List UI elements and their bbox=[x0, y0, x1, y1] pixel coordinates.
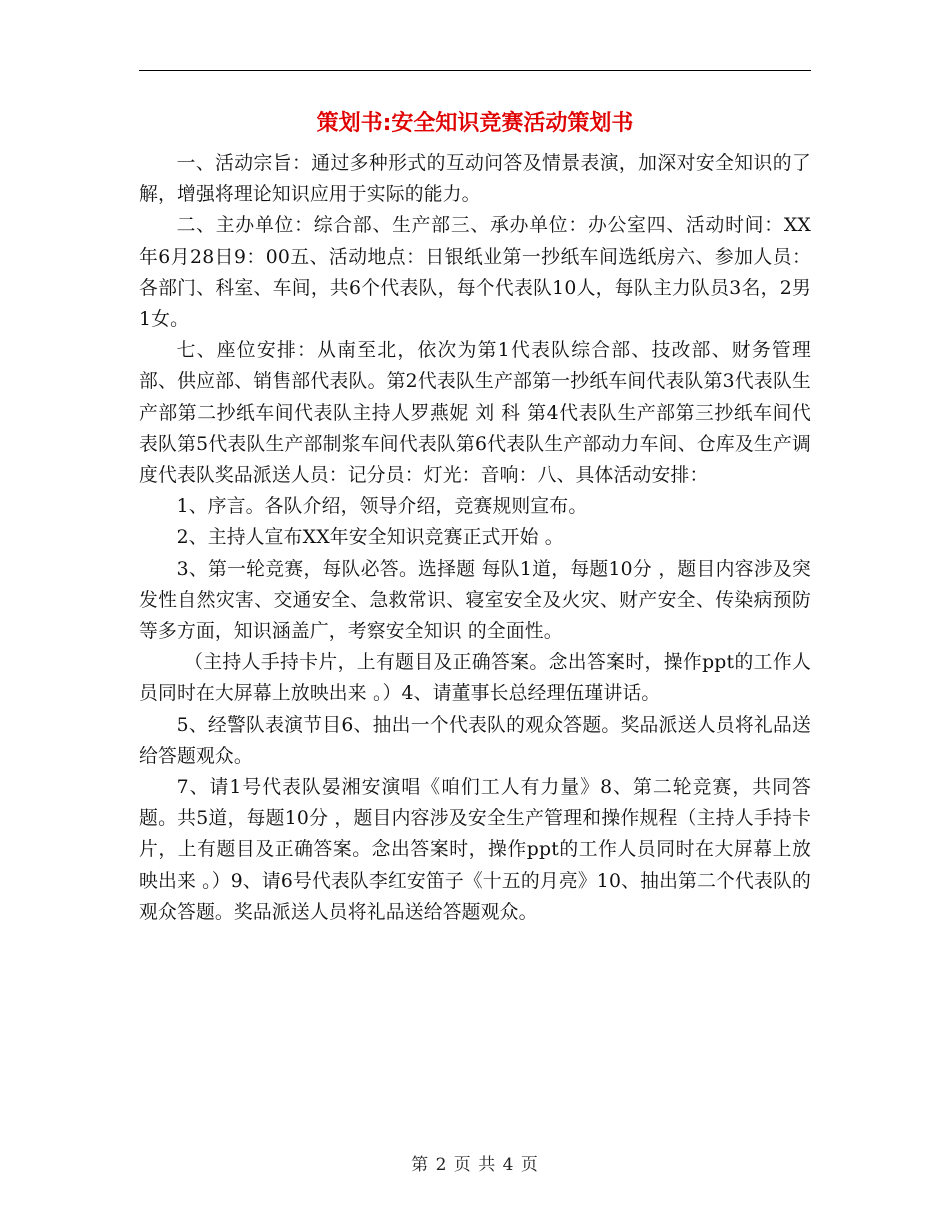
paragraph-purpose: 一、活动宗旨：通过多种形式的互动问答及情景表演，加深对安全知识的了解，增强将理论知识应用于实际的能力。 bbox=[139, 153, 811, 206]
paragraph-step-5: 5、经警队表演节目6、抽出一个代表队的观众答题。奖品派送人员将礼品送给答题观众。 bbox=[139, 714, 811, 767]
paragraph-step-2: 2、主持人宣布XX年安全知识竞赛正式开始 。 bbox=[176, 527, 564, 549]
document-body bbox=[139, 148, 811, 928]
paragraph-organizers: 二、主办单位：综合部、生产部三、承办单位：办公室四、活动时间：XX年6月28日9：00五、活动地点：日银纸业第一抄纸车间选纸房六、参加人员：各部门、科室、车间，共6个代表队，每个代表队10人，每队主力队员3名，2男1女。 bbox=[139, 215, 811, 331]
paragraph-step-3: 3、第一轮竞赛，每队必答。选择题 每队1道，每题10分 ，题目内容涉及突发性自然灾害、交通安全、急救常识、寝室安全及火灾、财产安全、传染病预防等多方面，知识涵盖广，考察安全知识 的全面性。 bbox=[139, 558, 811, 643]
header-rule bbox=[139, 70, 811, 71]
document-title: 策划书:安全知识竞赛活动策划书 bbox=[316, 111, 634, 136]
paragraph-seating: 七、座位安排：从南至北，依次为第1代表队综合部、技改部、财务管理部、供应部、销售部代表队。第2代表队生产部第一抄纸车间代表队第3代表队生产部第二抄纸车间代表队主持人罗燕妮 刘 科 第4代表队生产部第三抄纸车间代表队第5代表队生产部制浆车间代表队第6代表队生产部动力车间、仓库及生产调度代表队奖品派送人员：记分员：灯光：音响：八、具体活动安排： bbox=[139, 340, 811, 487]
paragraph-step-7: 7、请1号代表队晏湘安演唱《咱们工人有力量》8、第二轮竞赛，共同答题。共5道，每题10分 ，题目内容涉及安全生产管理和操作规程（主持人手持卡片，上有题目及正确答案。念出答案时，操作ppt的工作人员同时在大屏幕上放映出来 。）9、请6号代表队李红安笛子《十五的月亮》10、抽出第二个代表队的观众答题。奖品派送人员将礼品送给答题观众。 bbox=[139, 777, 811, 923]
paragraph-step-1: 1、序言。各队介绍，领导介绍，竞赛规则宣布。 bbox=[176, 496, 588, 518]
page-number: 第 2 页 共 4 页 bbox=[411, 1155, 539, 1175]
paragraph-host-note: （主持人手持卡片，上有题目及正确答案。念出答案时，操作ppt的工作人员同时在大屏幕上放映出来 。）4、请董事长总经理伍瑾讲话。 bbox=[139, 652, 811, 705]
